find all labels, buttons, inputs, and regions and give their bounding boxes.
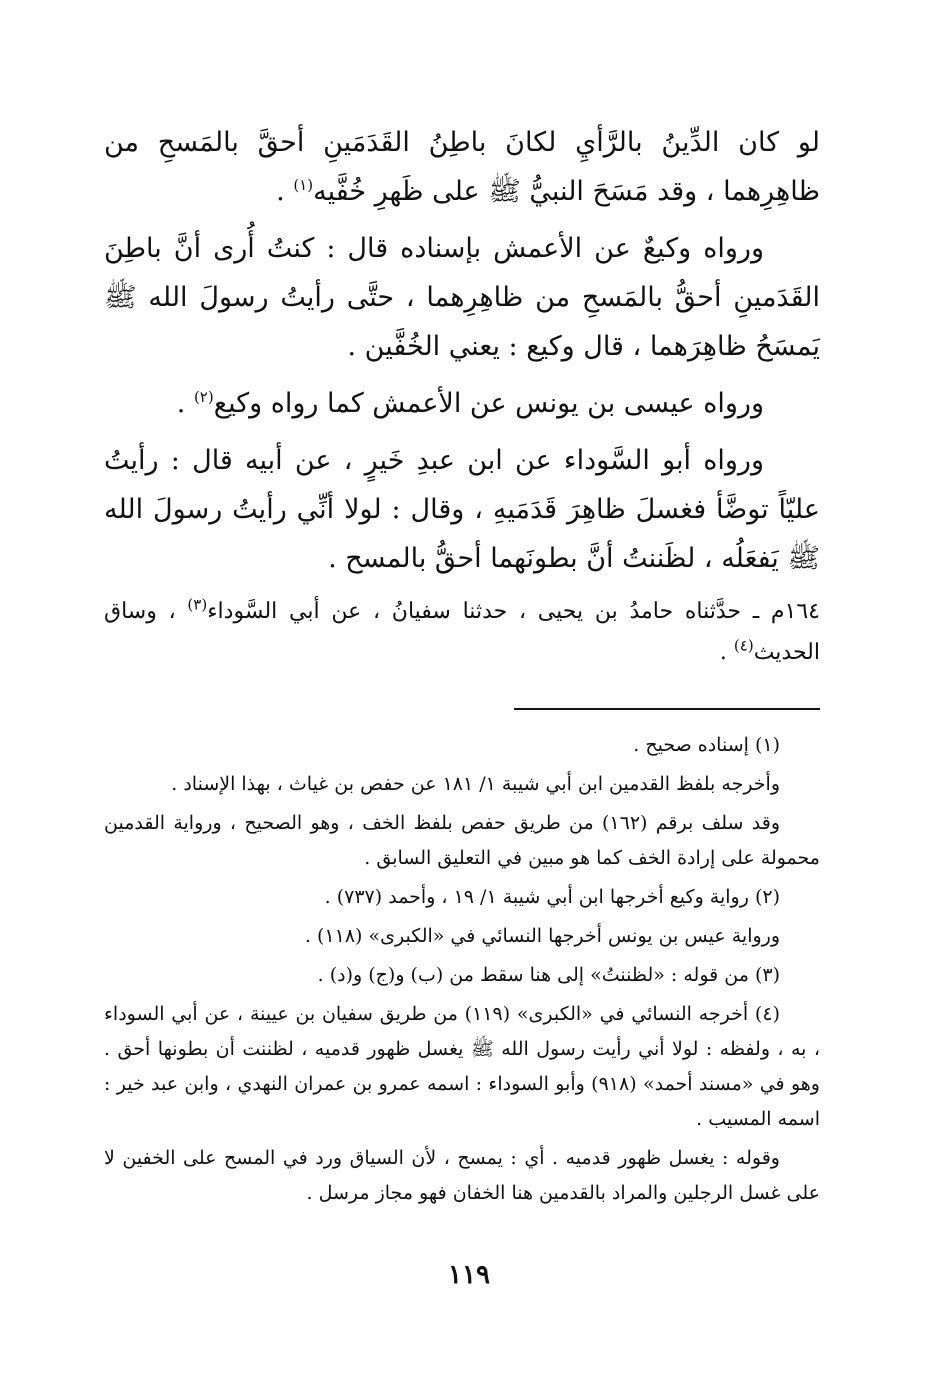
- footnote-1: (١) إسناده صحيح .: [633, 734, 780, 756]
- footnote-ref-3[interactable]: (٣): [187, 595, 208, 614]
- footnote-3: (٣) من قوله : «لظننتُ» إلى هنا سقط من (ب) و(ج) و(د) .: [317, 964, 780, 986]
- footnote-1-line-3: وقد سلف برقم (١٦٢) من طريق حفص بلفظ الخف ، وهو الصحيح ، ورواية القدمين محمولة على إرادة الخف كما هو مبين في التعليق السابق .: [104, 812, 820, 869]
- footnotes: [104, 728, 820, 1215]
- footnote-2-line-2: ورواية عيس بن يونس أخرجها النسائي في «الكبرى» (١١٨) .: [304, 925, 780, 947]
- paragraph-2: ورواه وكيعٌ عن الأعمش بإسناده قال : كنتُ أُرى أنَّ باطِنَ القَدَمينِ أحقُّ بالمَسحِ من ظاهِرِهما ، حتَّى رأيتُ رسولَ الله ﷺ يَمسَحُ ظاهِرَهما ، قال وكيع : يعني الخُفَّين .: [104, 233, 820, 362]
- paragraph-4: ورواه أبو السَّوداء عن ابن عبدِ خَيرٍ ، عن أبيه قال : رأيتُ عليّاً توضَّأ فغسلَ ظاهِرَ قَدَمَيهِ ، وقال : لولا أنِّي رأيتُ رسولَ الله ﷺ يَفعَلُه ، لظَننتُ أنَّ بطونَهما أحقُّ بالمسح .: [104, 445, 820, 574]
- paragraph-3: ورواه عيسى بن يونس عن الأعمش كما رواه وكيع$^{(٢)}$ .: [176, 388, 764, 419]
- footnote-separator: [514, 708, 820, 710]
- footnote-ref-4[interactable]: (٤): [733, 636, 754, 655]
- footnote-2: (٢) رواية وكيع أخرجها ابن أبي شيبة ١/ ١٩ ، وأحمد (٧٣٧) .: [324, 886, 780, 908]
- footnote-1-line-2: وأخرجه بلفظ القدمين ابن أبي شيبة ١/ ١٨١ عن حفص بن غياث ، بهذا الإسناد .: [171, 773, 780, 795]
- footnote-4-line-2: وقوله : يغسل ظهور قدميه . أي : يمسح ، لأن السياق ورد في المسح على الخفين لا على غسل الرجلين والمراد بالقدمين هنا الخفان فهو مجاز مرسل .: [104, 1147, 820, 1204]
- footnote-ref-1[interactable]: (١): [293, 176, 314, 194]
- main-text: [104, 118, 820, 695]
- paragraph-164m: ١٦٤م ـ حدَّثناه حامدُ بن يحيى ، حدثنا سفيانُ ، عن أبي السَّوداء$^{(٣)}$ ، وساق الحديث$^{(٤)}$ .: [104, 595, 820, 665]
- paragraph-1: لو كان الدِّينُ بالرَّأيِ لكانَ باطِنُ القَدَمَينِ أحقَّ بالمَسحِ من ظاهِرِهما ، وقد مَسَحَ النبيُّ ﷺ على ظَهرِ خُفَّيه$^{(١)}$ .: [104, 127, 820, 207]
- footnote-4: (٤) أخرجه النسائي في «الكبرى» (١١٩) من طريق سفيان بن عيينة ، عن أبي السوداء ، به ، ولفظه : لولا أني رأيت رسول الله ﷺ يغسل ظهور قدميه ، لظننت أن بطونها أحق . وهو في «مسند أحمد» (٩١٨) وأبو السوداء : اسمه عمرو بن عمران النهدي ، وابن عبد خير : اسمه المسيب .: [104, 1003, 820, 1130]
- footnote-ref-2[interactable]: (٢): [193, 388, 214, 406]
- page-number: ١١٩: [448, 1260, 490, 1290]
